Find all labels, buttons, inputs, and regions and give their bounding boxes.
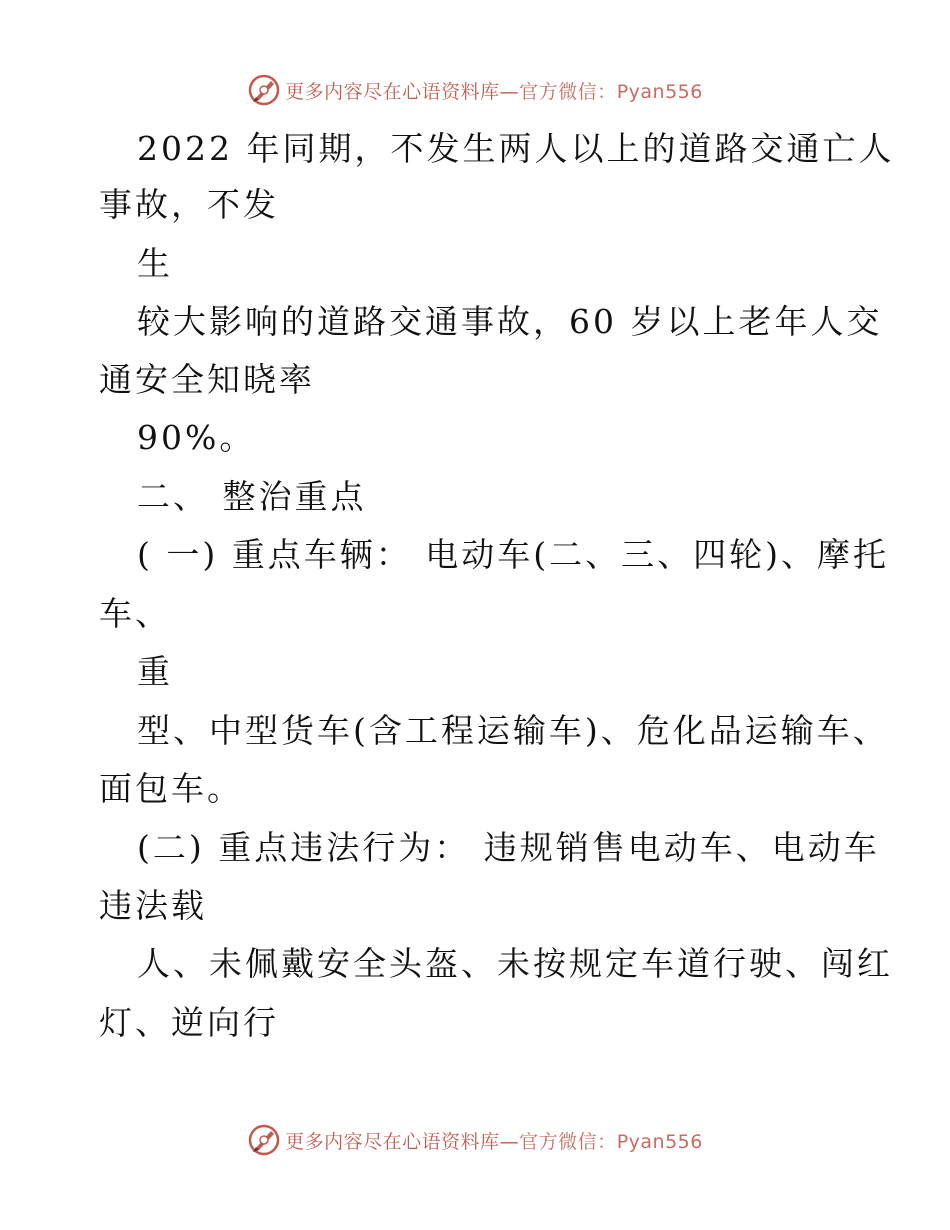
- paragraph-line: 90%。: [137, 418, 256, 457]
- paragraph-line: ( 一) 重点车辆： 电动车(二、三、四轮)、摩托: [137, 535, 889, 574]
- paragraph-line: 违法载: [99, 886, 207, 925]
- paragraph-line: 型、中型货车(含工程运输车)、危化品运输车、: [137, 711, 889, 750]
- watermark-banner-bottom: [0, 1120, 950, 1160]
- paragraph-line: 2022 年同期，不发生两人以上的道路交通亡人: [137, 129, 895, 168]
- paragraph-line: 人、未佩戴安全头盔、未按规定车道行驶、闯红: [137, 944, 893, 983]
- watermark-text: 更多内容尽在心语资料库—官方微信：Pyan556: [285, 80, 703, 103]
- paragraph-line: 较大影响的道路交通事故，60 岁以上老年人交: [137, 302, 883, 341]
- quill-logo-icon: [247, 1123, 281, 1157]
- paragraph-line: (二) 重点违法行为： 违规销售电动车、电动车: [137, 828, 880, 867]
- watermark-text: 更多内容尽在心语资料库—官方微信：Pyan556: [285, 1130, 703, 1153]
- paragraph-line: 灯、逆向行: [99, 1003, 279, 1042]
- paragraph-line: 通安全知晓率: [99, 360, 315, 399]
- paragraph-line: 车、: [99, 594, 171, 633]
- paragraph-line: 生: [137, 244, 173, 283]
- paragraph-line: 事故，不发: [99, 185, 279, 224]
- paragraph-line: 面包车。: [99, 769, 243, 808]
- section-heading: 二、 整治重点: [137, 477, 367, 516]
- paragraph-line: 重: [137, 652, 173, 691]
